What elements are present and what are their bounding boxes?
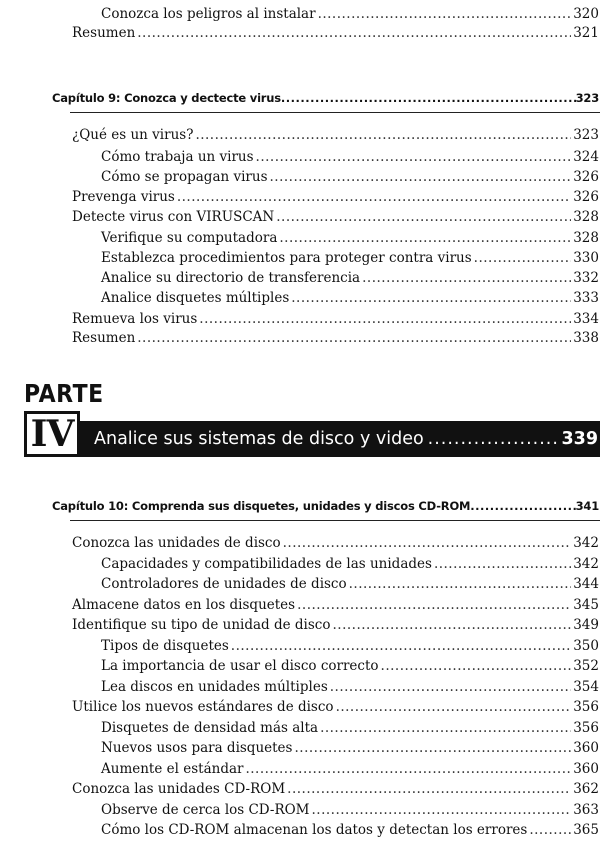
chapter-heading (52, 499, 599, 513)
toc-entry-page: 324 (573, 149, 599, 165)
toc-entry (101, 658, 599, 674)
toc-entry (101, 290, 599, 306)
toc-entry (101, 230, 599, 246)
dot-leader (474, 250, 572, 266)
toc-entry-page: 363 (573, 802, 599, 818)
dot-leader (362, 270, 571, 286)
toc-entry-title: Aumente el estándar (101, 761, 244, 777)
dot-leader (381, 658, 572, 674)
dot-leader (281, 91, 576, 105)
toc-entry-title: Conozca las unidades CD-ROM (72, 781, 286, 797)
dot-leader (297, 597, 571, 613)
toc-entry (72, 311, 599, 327)
part-title: Analice sus sistemas de disco y video (94, 429, 424, 449)
toc-entry-page: 330 (573, 250, 599, 266)
toc-entry-page: 323 (573, 127, 599, 143)
toc-entry (101, 576, 599, 592)
toc-entry (72, 699, 599, 715)
toc-entry-page: 345 (573, 597, 599, 613)
toc-entry (72, 330, 599, 346)
toc-entry-title: Cómo los CD-ROM almacenan los datos y detectan los errores (101, 822, 528, 838)
part-title-bar (80, 421, 600, 457)
chapter-rule (70, 112, 600, 113)
toc-entry-title: Cómo se propagan virus (101, 169, 268, 185)
dot-leader (279, 230, 571, 246)
toc-entry-page: 349 (573, 617, 599, 633)
part-numeral: IV (30, 413, 74, 455)
part-page: 339 (561, 429, 598, 449)
dot-leader (283, 535, 572, 551)
dot-leader (294, 740, 571, 756)
toc-entry (72, 781, 599, 797)
toc-entry-page: 328 (573, 209, 599, 225)
dot-leader (276, 209, 571, 225)
toc-entry-page: 334 (573, 311, 599, 327)
toc-entry-page: 350 (573, 638, 599, 654)
toc-entry-title: Lea discos en unidades múltiples (101, 679, 328, 695)
toc-entry (101, 720, 599, 736)
dot-leader (428, 429, 560, 449)
dot-leader (199, 311, 571, 327)
toc-entry (101, 740, 599, 756)
toc-entry (101, 149, 599, 165)
dot-leader (231, 638, 571, 654)
toc-entry-title: Resumen (72, 330, 136, 346)
dot-leader (330, 679, 571, 695)
toc-entry (101, 802, 599, 818)
toc-entry-page: 326 (573, 189, 599, 205)
dot-leader (137, 330, 571, 346)
dot-leader (470, 499, 575, 513)
toc-entry-page: 352 (573, 658, 599, 674)
toc-entry-title: Prevenga virus (72, 189, 175, 205)
dot-leader (291, 290, 571, 306)
dot-leader (333, 617, 572, 633)
dot-leader (270, 169, 572, 185)
toc-entry-page: 360 (573, 761, 599, 777)
toc-entry-title: Cómo trabaja un virus (101, 149, 254, 165)
toc-entry (101, 638, 599, 654)
toc-entry-page: 362 (573, 781, 599, 797)
toc-entry-page: 356 (573, 699, 599, 715)
toc-entry (101, 556, 599, 572)
toc-entry-title: Conozca las unidades de disco (72, 535, 281, 551)
toc-entry-page: 365 (573, 822, 599, 838)
toc-entry-page: 338 (573, 330, 599, 346)
chapter-title: Capítulo 10: Comprenda sus disquetes, unidades y discos CD-ROM (52, 499, 471, 513)
dot-leader (137, 25, 571, 41)
toc-entry-title: Utilice los nuevos estándares de disco (72, 699, 334, 715)
toc-entry-page: 344 (573, 576, 599, 592)
toc-entry-title: Disquetes de densidad más alta (101, 720, 319, 736)
toc-entry-title: Observe de cerca los CD-ROM (101, 802, 310, 818)
chapter-heading (52, 91, 599, 105)
dot-leader (312, 802, 572, 818)
toc-entry (72, 25, 599, 41)
toc-entry-page: 321 (573, 25, 599, 41)
toc-entry (72, 535, 599, 551)
toc-entry-title: Capacidades y compatibilidades de las unidades (101, 556, 432, 572)
toc-entry (72, 189, 599, 205)
chapter-page: 323 (575, 91, 599, 105)
toc-entry-page: 320 (573, 6, 599, 22)
toc-entry (72, 617, 599, 633)
toc-entry-page: 332 (573, 270, 599, 286)
toc-entry-title: La importancia de usar el disco correcto (101, 658, 379, 674)
toc-entry (101, 6, 599, 22)
dot-leader (245, 761, 571, 777)
toc-entry-title: Remueva los virus (72, 311, 198, 327)
toc-entry (101, 822, 599, 838)
dot-leader (336, 699, 572, 715)
dot-leader (195, 127, 571, 143)
toc-entry (101, 270, 599, 286)
toc-entry (101, 250, 599, 266)
toc-entry-page: 342 (573, 535, 599, 551)
toc-entry-page: 326 (573, 169, 599, 185)
toc-entry (72, 127, 599, 143)
toc-entry-title: Establezca procedimientos para proteger contra virus (101, 250, 472, 266)
toc-entry-title: Nuevos usos para disquetes (101, 740, 293, 756)
toc-entry-title: Identifique su tipo de unidad de disco (72, 617, 331, 633)
dot-leader (287, 781, 571, 797)
toc-entry-page: 354 (573, 679, 599, 695)
toc-entry-page: 342 (573, 556, 599, 572)
toc-entry (72, 597, 599, 613)
toc-entry-page: 333 (573, 290, 599, 306)
toc-entry-page: 360 (573, 740, 599, 756)
toc-entry (101, 761, 599, 777)
toc-entry (101, 169, 599, 185)
chapter-page: 341 (575, 499, 599, 513)
toc-entry-title: Conozca los peligros al instalar (101, 6, 316, 22)
toc-entry-title: Controladores de unidades de disco (101, 576, 347, 592)
toc-entry-title: Verifique su computadora (101, 230, 278, 246)
toc-entry-title: Detecte virus con VIRUSCAN (72, 209, 275, 225)
toc-entry-title: Tipos de disquetes (101, 638, 229, 654)
chapter-title: Capítulo 9: Conozca y dectecte virus (52, 91, 281, 105)
dot-leader (434, 556, 571, 572)
toc-entry-title: Analice su directorio de transferencia (101, 270, 361, 286)
toc-entry-page: 356 (573, 720, 599, 736)
dot-leader (320, 720, 571, 736)
part-numeral-box (24, 411, 80, 457)
part-label: PARTE (24, 380, 104, 409)
dot-leader (256, 149, 572, 165)
toc-entry (101, 679, 599, 695)
dot-leader (349, 576, 572, 592)
toc-entry-title: Resumen (72, 25, 136, 41)
dot-leader (318, 6, 572, 22)
dot-leader (177, 189, 571, 205)
toc-entry-title: Analice disquetes múltiples (101, 290, 290, 306)
chapter-rule (70, 520, 600, 521)
toc-entry-page: 328 (573, 230, 599, 246)
toc-entry (72, 209, 599, 225)
toc-entry-title: ¿Qué es un virus? (72, 127, 194, 143)
dot-leader (529, 822, 571, 838)
toc-entry-title: Almacene datos en los disquetes (72, 597, 296, 613)
